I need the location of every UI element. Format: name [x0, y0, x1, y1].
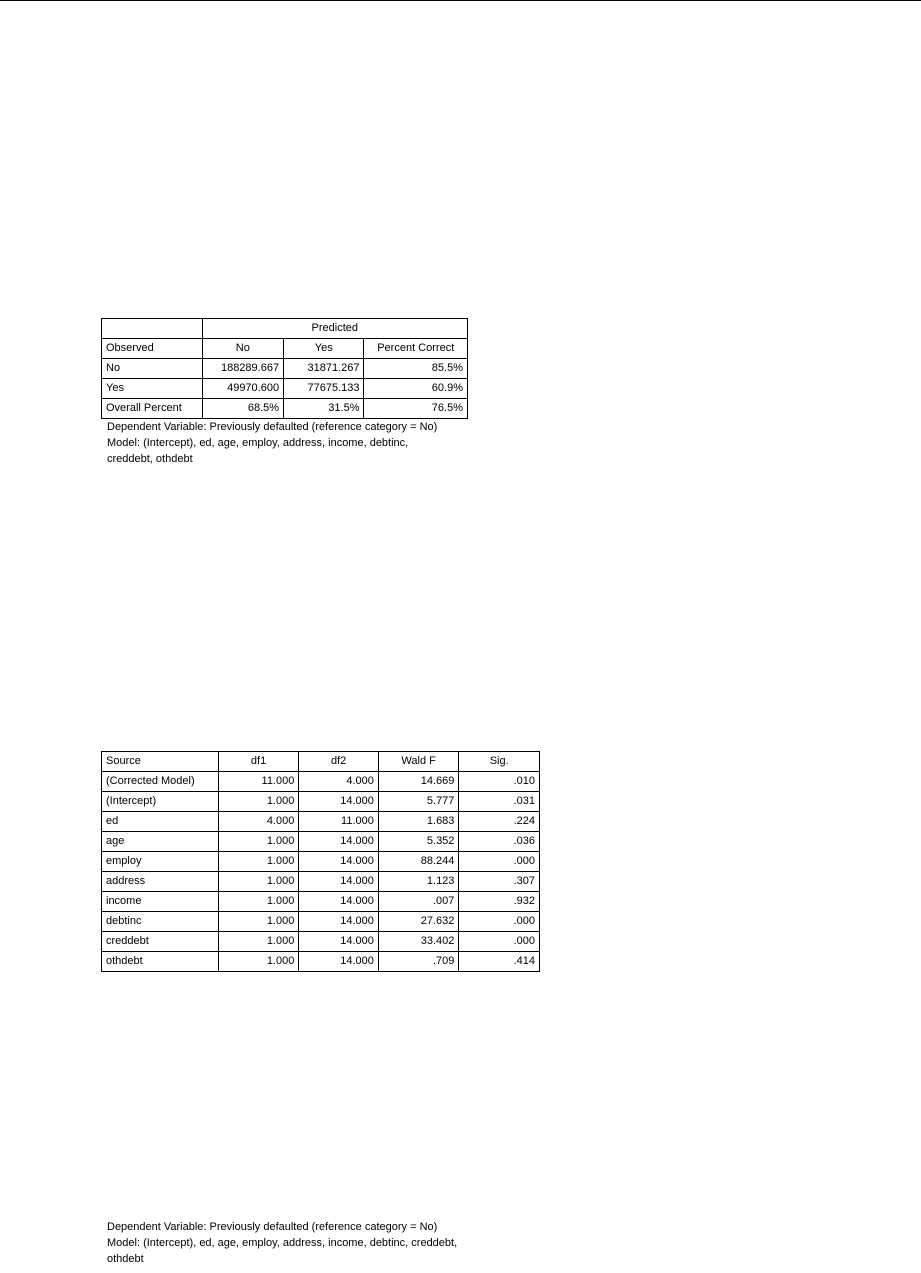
table-cell: .007	[378, 892, 459, 912]
classification-table-footnote	[107, 419, 507, 467]
footnote-line: othdebt	[107, 1253, 144, 1265]
table-cell: 5.352	[378, 832, 459, 852]
table-cell: 27.632	[378, 912, 459, 932]
table-cell: 1.000	[218, 832, 299, 852]
table-row	[102, 792, 540, 812]
table-header-row	[102, 752, 540, 772]
table-cell: 188289.667	[202, 359, 284, 379]
table-cell: 5.777	[378, 792, 459, 812]
table-cell: 1.683	[378, 812, 459, 832]
table-cell: .036	[459, 832, 540, 852]
row-label: ed	[102, 812, 219, 832]
table-cell: 14.000	[299, 872, 379, 892]
footnote-line: Dependent Variable: Previously defaulted (reference category = No)	[107, 421, 438, 433]
table-cell: 49970.600	[202, 379, 284, 399]
classification-table	[101, 318, 468, 419]
table-row	[102, 379, 468, 399]
table-cell: 31.5%	[284, 399, 364, 419]
table-row	[102, 852, 540, 872]
row-label: Overall Percent	[102, 399, 203, 419]
table-cell: .414	[459, 952, 540, 972]
table-cell: 85.5%	[364, 359, 468, 379]
table-cell: .010	[459, 772, 540, 792]
table-cell: 1.000	[218, 792, 299, 812]
table-cell: 68.5%	[202, 399, 284, 419]
column-header: Percent Correct	[364, 339, 468, 359]
row-label: debtinc	[102, 912, 219, 932]
table-cell: .000	[459, 932, 540, 952]
column-header: No	[202, 339, 284, 359]
table-header-row	[102, 339, 468, 359]
table-cell: 14.000	[299, 792, 379, 812]
table-cell: .000	[459, 912, 540, 932]
column-header: Sig.	[459, 752, 540, 772]
table-cell: 60.9%	[364, 379, 468, 399]
row-label: Yes	[102, 379, 203, 399]
table-cell: .307	[459, 872, 540, 892]
table-cell: 14.000	[299, 932, 379, 952]
table-cell: .031	[459, 792, 540, 812]
table-cell: 14.000	[299, 832, 379, 852]
footnote-line: Model: (Intercept), ed, age, employ, address, income, debtinc,	[107, 437, 409, 449]
predicted-header: Predicted	[202, 319, 467, 339]
table-cell: 33.402	[378, 932, 459, 952]
column-header: Yes	[284, 339, 364, 359]
column-header: df1	[218, 752, 299, 772]
table-cell: 1.000	[218, 912, 299, 932]
table-row	[102, 832, 540, 852]
table-row	[102, 912, 540, 932]
table-cell: 14.669	[378, 772, 459, 792]
row-label: creddebt	[102, 932, 219, 952]
observed-header: Observed	[102, 339, 203, 359]
row-label: No	[102, 359, 203, 379]
model-effects-table-footnote	[107, 1219, 527, 1267]
table-row	[102, 872, 540, 892]
row-label: address	[102, 872, 219, 892]
table-corner-cell	[102, 319, 203, 339]
column-header: Source	[102, 752, 219, 772]
table-cell: .224	[459, 812, 540, 832]
row-label: (Corrected Model)	[102, 772, 219, 792]
column-header: df2	[299, 752, 379, 772]
table-cell: 1.000	[218, 852, 299, 872]
table-row	[102, 892, 540, 912]
table-cell: .709	[378, 952, 459, 972]
row-label: othdebt	[102, 952, 219, 972]
table-row	[102, 932, 540, 952]
table-cell: 76.5%	[364, 399, 468, 419]
row-label: (Intercept)	[102, 792, 219, 812]
table-row	[102, 359, 468, 379]
footnote-line: Dependent Variable: Previously defaulted (reference category = No)	[107, 1221, 438, 1233]
model-effects-table	[101, 751, 540, 972]
table-cell: .932	[459, 892, 540, 912]
table-cell: 11.000	[218, 772, 299, 792]
table-cell: 88.244	[378, 852, 459, 872]
table-cell: 1.000	[218, 872, 299, 892]
table-cell: 1.000	[218, 952, 299, 972]
table-header-row	[102, 319, 468, 339]
footnote-line: creddebt, othdebt	[107, 453, 193, 465]
table-cell: 14.000	[299, 852, 379, 872]
column-header: Wald F	[378, 752, 459, 772]
table-cell: 14.000	[299, 952, 379, 972]
table-row	[102, 952, 540, 972]
table-cell: 1.000	[218, 932, 299, 952]
table-cell: 14.000	[299, 892, 379, 912]
table-cell: 4.000	[218, 812, 299, 832]
table-cell: 1.123	[378, 872, 459, 892]
table-row	[102, 772, 540, 792]
row-label: age	[102, 832, 219, 852]
table-cell: 1.000	[218, 892, 299, 912]
top-border-line	[0, 0, 921, 1]
row-label: income	[102, 892, 219, 912]
row-label: employ	[102, 852, 219, 872]
table-cell: 11.000	[299, 812, 379, 832]
table-cell: .000	[459, 852, 540, 872]
table-cell: 14.000	[299, 912, 379, 932]
table-row	[102, 812, 540, 832]
table-cell: 4.000	[299, 772, 379, 792]
table-cell: 77675.133	[284, 379, 364, 399]
table-row	[102, 399, 468, 419]
table-cell: 31871.267	[284, 359, 364, 379]
footnote-line: Model: (Intercept), ed, age, employ, address, income, debtinc, creddebt,	[107, 1237, 458, 1249]
